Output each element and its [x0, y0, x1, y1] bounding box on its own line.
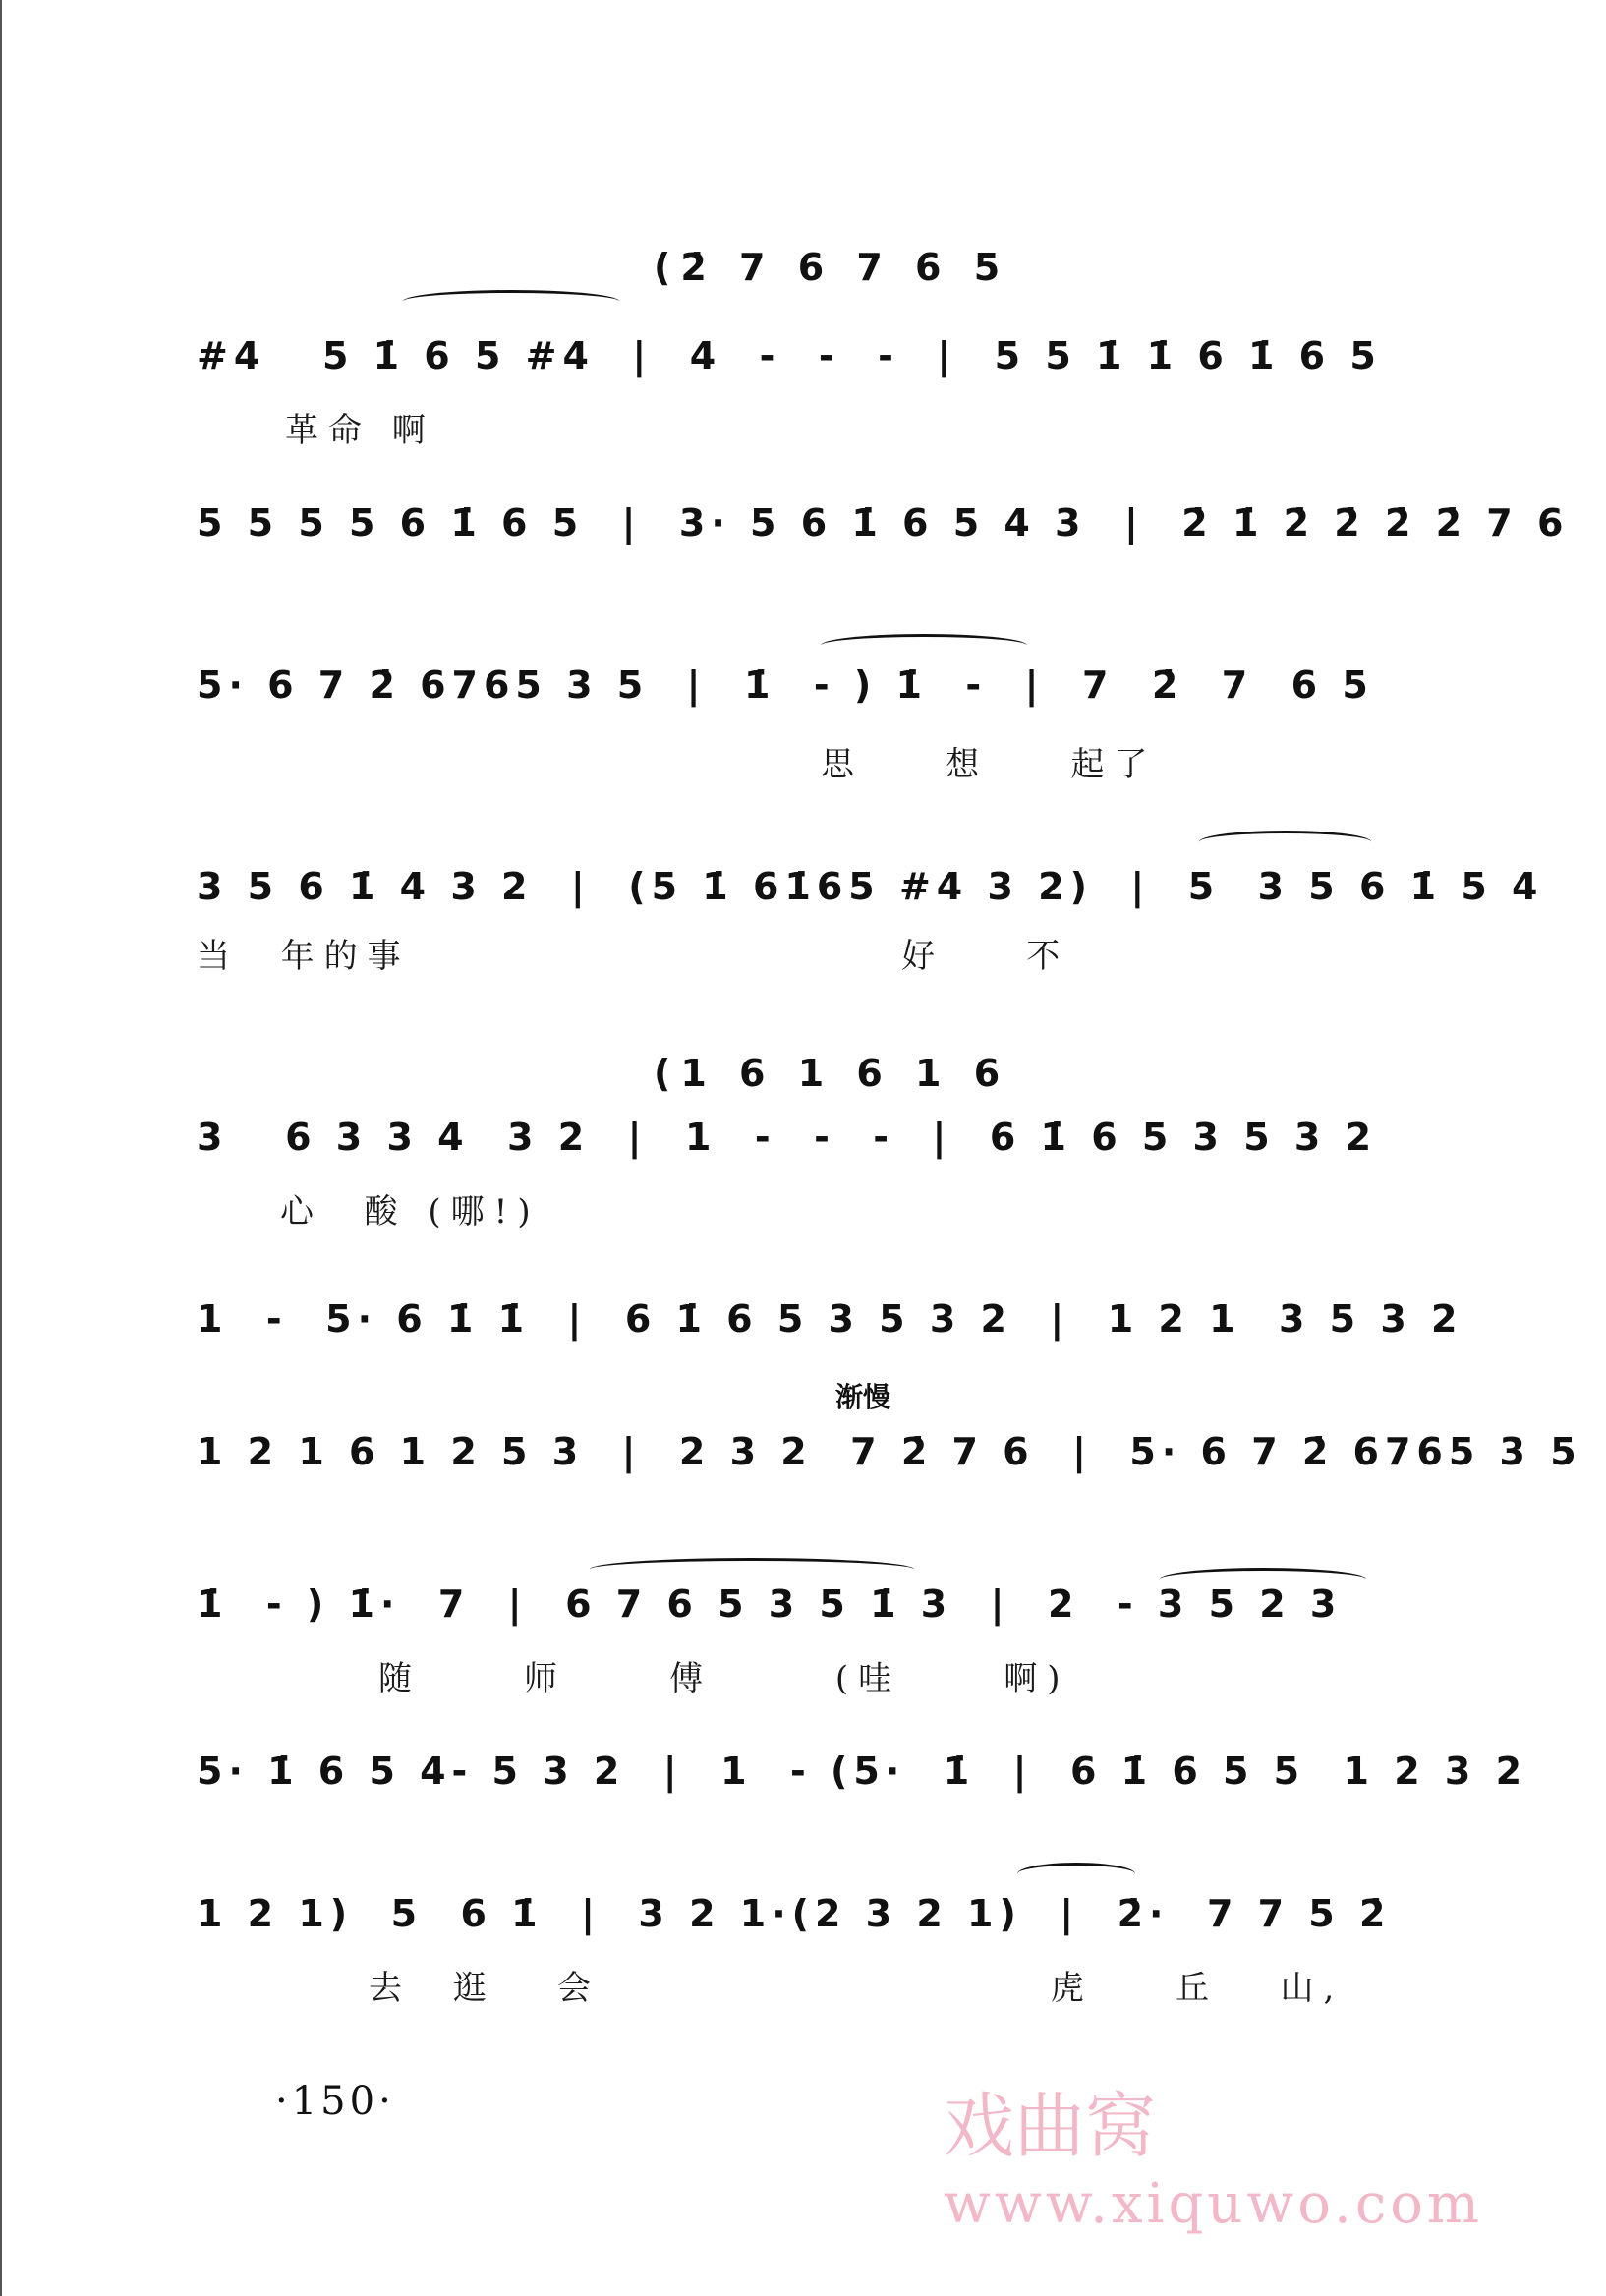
- score-line-notes: 3 6 3 3 4 3 2 | 1 - - - | 6 1̇ 6 5 3 5 3 2: [197, 1116, 1378, 1159]
- slur: [590, 1558, 914, 1580]
- score-line-notes: #4 5 1̇ 6 5 #4 | 4 - - - | 5 5 1̇ 1̇ 6 1̇ 6 5: [197, 334, 1382, 377]
- tempo-marking: 渐慢: [835, 1381, 891, 1413]
- score-line-10: [0, 1848, 1606, 2008]
- score-line-notes: 5· 1̇ 6 5 4- 5 3 2 | 1 - (5· 1̇ | 6 1̇ 6 5 5 1 2 3 2: [197, 1750, 1528, 1793]
- score-line-lyrics: 随 师 傅 (哇 啊): [378, 1659, 1070, 1698]
- page-number: ·150·: [275, 2079, 395, 2124]
- score-line-7: [0, 1376, 1606, 1533]
- score-line-1: [0, 216, 1606, 450]
- score-line-5: [0, 1012, 1606, 1232]
- score-line-notes: 1 - 5· 6 1̇ 1̇ | 6 1̇ 6 5 3 5 3 2 | 1 2 1 3 5 3 2: [197, 1297, 1463, 1341]
- score-line-8: [0, 1543, 1606, 1700]
- score-line-3: [0, 580, 1606, 784]
- score-line-lyrics: 思 想 起了: [821, 745, 1158, 784]
- score-line-lyrics: 心 酸 (哪!): [280, 1192, 541, 1232]
- score-line-lyrics: 革命 啊: [285, 411, 435, 450]
- slur: [403, 290, 619, 313]
- slur: [1017, 1863, 1135, 1885]
- score-line-notes: 5 5 5 5 6 1̇ 6 5 | 3· 5 6 1̇ 6 5 4 3 | 2̇ 1̇ 2̇ 2̇ 2̇ 2̇ 7 6: [197, 501, 1570, 545]
- score-line-lyrics: 当 年的事 好 不: [197, 937, 1070, 976]
- score-line-notes: 3 5 6 1̇ 4 3 2 | (5 1̇ 61̇65 #4 3 2) | 5 3 5 6 1̇ 5 4: [197, 865, 1544, 908]
- watermark-name: 戏曲窝: [944, 2085, 1157, 2167]
- score-line-4: [0, 747, 1606, 976]
- score-line-9: [0, 1710, 1606, 1867]
- score-line-notes: 1̇ - ) 1̇· 7 | 6 7 6 5 3 5 1̇ 3 | 2 - 3 5 2 3: [197, 1582, 1343, 1626]
- score-line-notes: 5· 6 7 2̇ 6765 3 5 | 1̇ - ) 1̇ - | 7 2̇ 7 6 5: [197, 663, 1374, 707]
- score-line-notes: 1 2 1) 5 6 1̇ | 3 2 1·(2 3 2 1) | 2̇· 7 7 5 2̇: [197, 1892, 1392, 1935]
- watermark-url: www.xiquwo.com: [944, 2172, 1484, 2236]
- score-line-lyrics: 去 逛 会 虎 丘 山,: [369, 1969, 1345, 2008]
- score-line-notes: 1 2 1 6 1 2 5 3 | 2 3 2 7 2̇ 7 6 | 5· 6 7 2̇ 6765 3 5: [197, 1430, 1582, 1473]
- score-line-2: [0, 413, 1606, 570]
- score-line-prefix: (2̇ 7 6 7 6 5: [654, 246, 1010, 289]
- slur: [1160, 1568, 1366, 1590]
- slur: [821, 634, 1027, 657]
- score-line-prefix: (1 6 1 6 1 6: [654, 1052, 1010, 1095]
- slur: [1199, 831, 1371, 853]
